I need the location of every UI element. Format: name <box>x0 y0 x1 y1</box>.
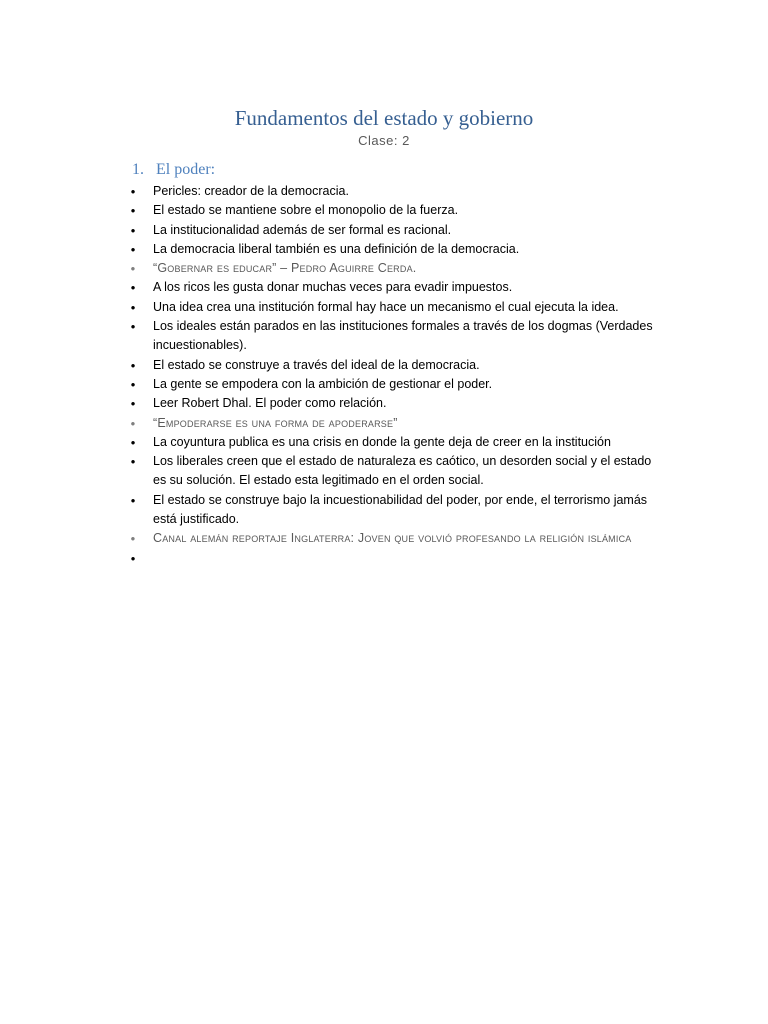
list-item-text: Pericles: creador de la democracia. <box>153 184 349 198</box>
bullet-icon: • <box>130 376 136 392</box>
list-item <box>127 259 667 278</box>
bullet-icon: • <box>130 261 136 277</box>
list-item-text: A los ricos les gusta donar muchas veces para evadir impuestos. <box>153 280 513 295</box>
bullet-icon: • <box>130 319 136 335</box>
list-item <box>127 317 667 356</box>
list-item <box>127 414 667 433</box>
list-item <box>127 549 667 568</box>
list-item <box>127 375 667 394</box>
list-item-text: La gente se empodera con la ambición de gestionar el poder. <box>153 376 493 391</box>
document-title: Fundamentos del estado y gobierno <box>234 106 534 130</box>
list-item-text: La democracia liberal también es una definición de la democracia. <box>153 241 520 256</box>
list-item-text: Los liberales creen que el estado de naturaleza es caótico, un desorden social y el estado es su solución. El estado esta legitimado en el orden social. <box>153 454 652 488</box>
list-item <box>127 182 667 201</box>
list-item <box>127 491 667 530</box>
list-item-text: Leer Robert Dhal. El poder como relación. <box>153 396 387 411</box>
section-heading-text: El poder: <box>156 161 216 178</box>
list-item <box>127 278 667 297</box>
bullet-icon: • <box>130 531 136 547</box>
bullet-list <box>127 182 667 568</box>
bullet-icon: • <box>130 454 136 470</box>
bullet-icon: • <box>130 280 136 296</box>
list-item-text: “Empoderarse es una forma de apoderarse” <box>153 415 398 430</box>
bullet-icon: • <box>130 299 136 315</box>
list-item <box>127 221 667 240</box>
bullet-icon: • <box>130 222 136 238</box>
list-item <box>127 394 667 413</box>
list-item-text: El estado se construye bajo la incuestionabilidad del poder, por ende, el terrorismo jamás está justificado. <box>153 492 648 527</box>
list-item-text: La coyuntura publica es una crisis en donde la gente deja de creer en la institución <box>153 434 611 449</box>
list-item <box>127 452 667 491</box>
bullet-icon: • <box>130 357 136 373</box>
bullet-icon: • <box>130 184 136 199</box>
bullet-icon: • <box>130 415 136 431</box>
list-item <box>127 529 667 548</box>
list-item <box>127 433 667 452</box>
bullet-icon: • <box>130 550 136 566</box>
bullet-icon: • <box>130 492 136 508</box>
list-item-text: El estado se construye a través del ideal de la democracia. <box>153 357 480 372</box>
list-item <box>127 356 667 375</box>
bullet-icon: • <box>130 203 136 219</box>
list-item-text: Canal alemán reportaje Inglaterra: Joven que volvió profesando la religión islámica <box>153 531 632 546</box>
document-subtitle: Clase: 2 <box>358 133 410 148</box>
list-item-text: Los ideales están parados en las instituciones formales a través de los dogmas (Verdades incuestionables). <box>153 319 653 353</box>
section-number: 1. <box>132 161 144 178</box>
bullet-icon: • <box>130 434 136 450</box>
list-item <box>127 201 667 220</box>
list-item-text: La institucionalidad además de ser formal es racional. <box>153 222 452 237</box>
list-item-text: Una idea crea una institución formal hay hace un mecanismo el cual ejecuta la idea. <box>153 299 619 314</box>
list-item-text: El estado se mantiene sobre el monopolio de la fuerza. <box>153 203 459 218</box>
list-item <box>127 240 667 259</box>
list-item-text: “Gobernar es educar” – Pedro Aguirre Cerda. <box>153 261 417 276</box>
section-heading <box>132 161 215 179</box>
list-item <box>127 298 667 317</box>
bullet-icon: • <box>130 396 136 412</box>
bullet-icon: • <box>130 241 136 257</box>
